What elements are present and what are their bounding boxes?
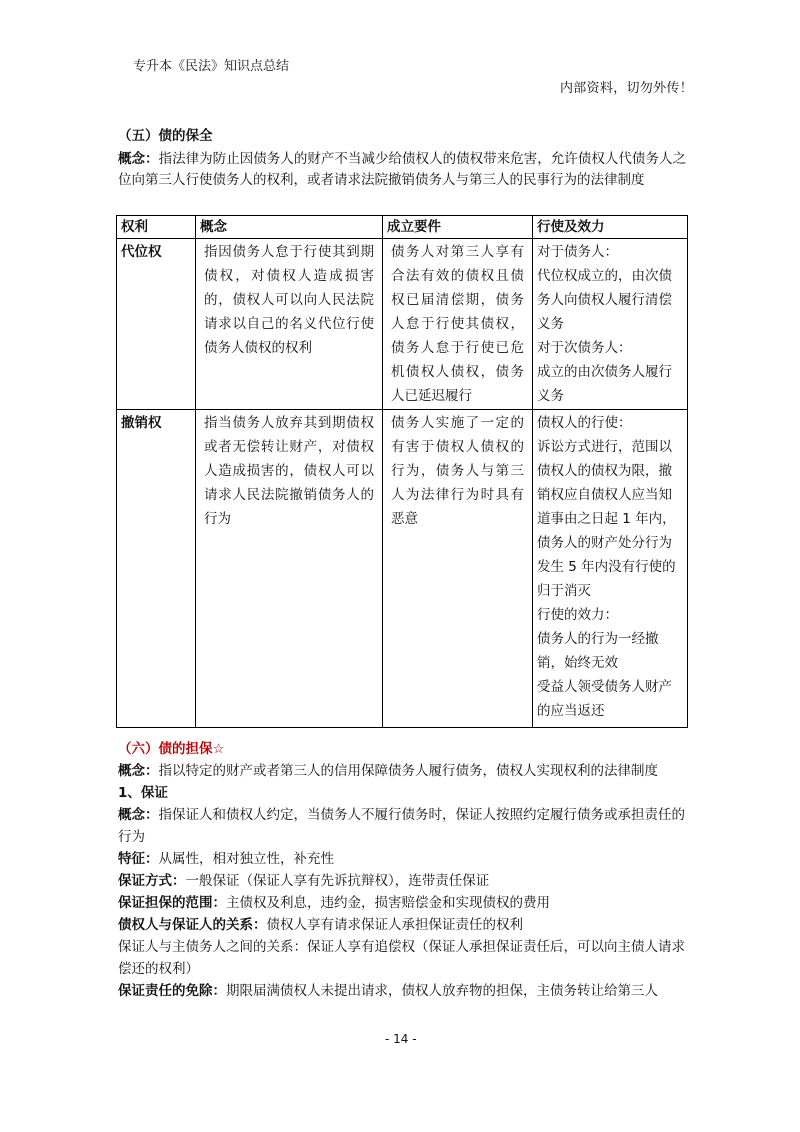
effect-line: 债务人的行为一经撤销，始终无效: [537, 631, 659, 671]
concept-text: 指法律为防止因债务人的财产不当减少给债权人的债权带来危害，允许债权人代债务人之位向第三人行使债务人的权利，或者请求法院撤销债务人与第三人的民事行为的法律制度: [118, 151, 687, 188]
guarantee-concept: [118, 804, 686, 848]
effect-line: 对于债务人：: [537, 244, 618, 260]
table-header-row: [117, 216, 688, 239]
section-6-title: （六）债的担保☆: [118, 741, 225, 757]
row-concept: 指当债务人放弃其到期债权或者无偿转让财产，对债权人造成损害的，债权人可以请求人民法院撤销债务人的行为: [196, 410, 383, 728]
section-6: [118, 738, 686, 1002]
row-label-revocation: 撤销权: [117, 410, 196, 728]
header-doc-title: 专升本《民法》知识点总结: [133, 59, 290, 74]
concept-label: 概念：: [118, 807, 159, 823]
exempt-text: 期限届满债权人未提出请求，债权人放弃物的担保，主债务转让给第三人: [226, 983, 658, 999]
guarantee-scope: [118, 892, 686, 914]
feature-label: 特征：: [118, 851, 159, 867]
row-concept: 指因债务人怠于行使其到期债权，对债权人造成损害的，债权人可以向人民法院请求以自己的名义代位行使债务人债权的权利: [196, 239, 383, 410]
header-confidential-note: 内部资料，切勿外传！: [560, 81, 694, 96]
scope-text: 主债权及利息，违约金，损害赔偿金和实现债权的费用: [226, 895, 550, 911]
subsection-guarantee-title: 1、保证: [118, 785, 168, 801]
table-row: [117, 239, 688, 410]
relation-label: 债权人与保证人的关系：: [118, 917, 267, 933]
section-5-concept: [118, 149, 686, 191]
relation-text: 债权人享有请求保证人承担保证责任的权利: [266, 917, 523, 933]
effect-line: 对于次债务人：: [537, 340, 632, 356]
concept-text: 指以特定的财产或者第三人的信用保障债务人履行债务，债权人实现权利的法律制度: [158, 763, 658, 779]
scope-label: 保证担保的范围：: [118, 895, 226, 911]
row-label-subrogation: 代位权: [117, 239, 196, 410]
guarantee-exemption: [118, 980, 686, 1002]
guarantee-methods: [118, 870, 686, 892]
col-header-effect: 行使及效力: [533, 216, 688, 239]
effect-line: 诉讼方式进行，范围以债权人的债权为限，撤销权应自债权人应当知道事由之日起 1 年内，债务人的财产处分行为发生 5 年内没有行使的归于消灭: [537, 439, 676, 599]
row-effect: [533, 239, 688, 410]
method-label: 保证方式：: [118, 873, 186, 889]
exempt-label: 保证责任的免除：: [118, 983, 226, 999]
concept-label: 概念：: [118, 763, 159, 779]
guarantor-debtor-relation: 保证人与主债务人之间的关系：保证人享有追偿权（保证人承担保证责任后，可以向主债人请求偿还的权利）: [118, 939, 685, 977]
table-row: [117, 410, 688, 728]
col-header-requirements: 成立要件: [383, 216, 533, 239]
row-effect: [533, 410, 688, 728]
section-6-concept: [118, 760, 686, 782]
col-header-concept: 概念: [196, 216, 383, 239]
feature-text: 从属性，相对独立性，补充性: [158, 851, 334, 867]
row-requirements: 债务人对第三人享有合法有效的债权且债权已届清偿期，债务人怠于行使其债权，债务人怠于行使已危机债权人债权，债务人已延迟履行: [383, 239, 533, 410]
section-5-title: （五）债的保全: [118, 128, 213, 144]
preservation-table: [116, 215, 688, 728]
concept-label: 概念：: [118, 151, 159, 167]
page-number: - 14 -: [385, 1032, 417, 1046]
effect-line: 代位权成立的，由次债务人向债权人履行清偿义务: [537, 268, 672, 332]
effect-line: 受益人领受债务人财产的应当返还: [537, 679, 672, 719]
col-header-right: 权利: [117, 216, 196, 239]
effect-line: 行使的效力：: [537, 607, 618, 623]
guarantee-features: [118, 848, 686, 870]
effect-line: 债权人的行使：: [537, 415, 632, 431]
row-requirements: 债务人实施了一定的有害于债权人债权的行为，债务人与第三人为法律行为时具有恶意: [383, 410, 533, 728]
effect-line: 成立的由次债务人履行义务: [537, 364, 672, 404]
creditor-guarantor-relation: [118, 914, 686, 936]
method-text: 一般保证（保证人享有先诉抗辩权），连带责任保证: [185, 873, 490, 889]
concept-text: 指保证人和债权人约定，当债务人不履行债务时，保证人按照约定履行债务或承担责任的行为: [118, 807, 685, 845]
